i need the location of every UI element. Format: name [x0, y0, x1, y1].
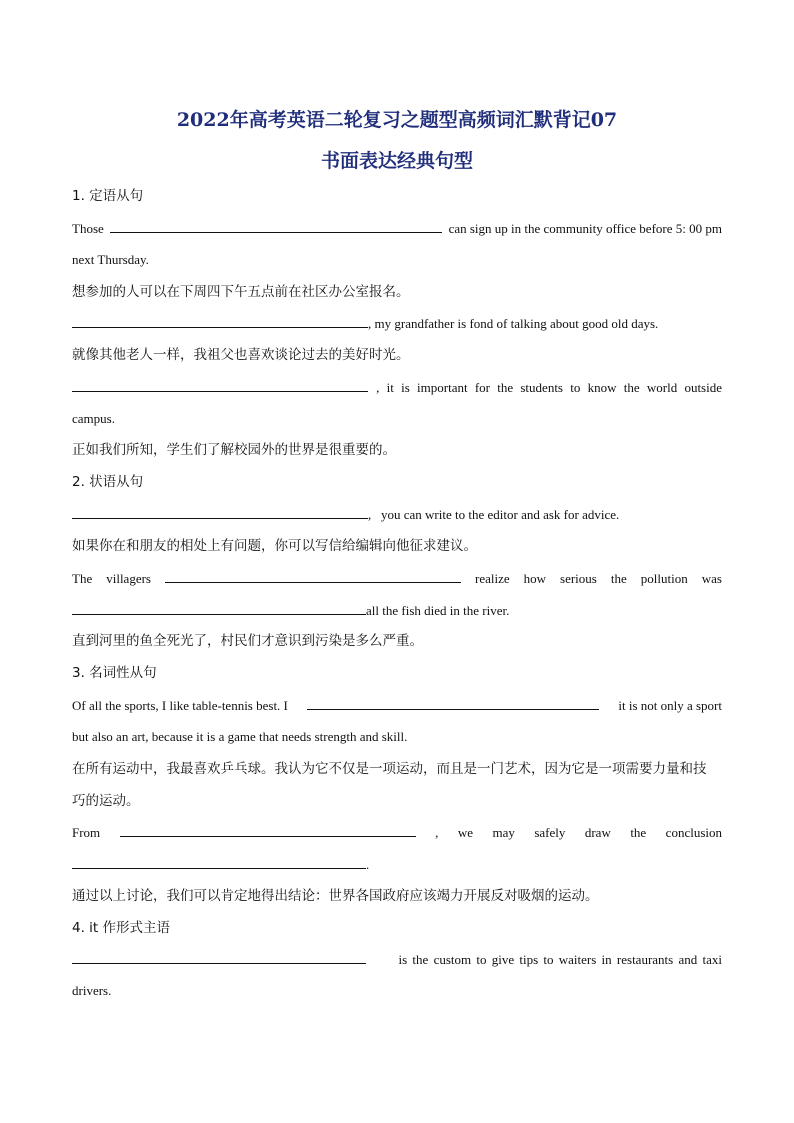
q5-word: pollution [640, 571, 688, 586]
q6-pre: Of all the sports, I like table-tennis best. I [72, 698, 288, 713]
q5-word: the [610, 571, 627, 586]
question-7-line-2 [72, 854, 722, 874]
question-2-line [72, 313, 722, 333]
q5-translation: 直到河里的鱼全死光了，村民们才意识到污染是多么严重。 [72, 633, 423, 649]
page-title: 2022年高考英语二轮复习之题型高频词汇默背记07 [176, 109, 618, 131]
page-subtitle: 书面表达经典句型 [320, 150, 473, 172]
q7-pre: From [72, 825, 101, 840]
q7-word: , [435, 825, 439, 840]
q8-post: is the custom to give tips to waiters in restaurants and taxi [398, 952, 722, 967]
q2-blank[interactable] [72, 313, 368, 328]
q8-blank[interactable] [72, 949, 366, 964]
q1-pre: Those [72, 221, 104, 236]
q7-blank-1[interactable] [120, 822, 416, 837]
q3-post: , it is important for the students to know the world outside [376, 380, 722, 395]
q1-continuation: next Thursday. [72, 252, 149, 267]
section-heading-1: 1. 定语从句 [72, 188, 144, 204]
q6-translation-1: 在所有运动中，我最喜欢乒乓球。我认为它不仅是一项运动，而且是一门艺术，因为它是一项需要力量和技 [72, 761, 707, 777]
q8-continuation: drivers. [72, 983, 112, 998]
question-6-line [72, 695, 722, 715]
q6-post: it is not only a sport [618, 698, 722, 713]
q5-blank-2[interactable] [72, 600, 366, 615]
q7-word: the [630, 825, 647, 840]
section-heading-3: 3. 名词性从句 [72, 665, 157, 681]
q6-translation-2: 巧的运动。 [72, 793, 140, 809]
q7-end: . [366, 857, 370, 872]
question-4-line [72, 504, 722, 524]
q5-blank-1[interactable] [165, 568, 461, 583]
q7-blank-2[interactable] [72, 854, 366, 869]
question-5-line-2 [72, 600, 722, 620]
q5-word: The [72, 571, 93, 586]
q3-blank[interactable] [72, 377, 368, 392]
q3-translation: 正如我们所知，学生们了解校园外的世界是很重要的。 [72, 442, 396, 458]
q7-word: draw [584, 825, 611, 840]
q5-word: realize [474, 571, 510, 586]
question-5-line [72, 568, 722, 588]
q7-translation: 通过以上讨论，我们可以肯定地得出结论：世界各国政府应该竭力开展反对吸烟的运动。 [72, 888, 599, 904]
q5-word: villagers [106, 571, 151, 586]
q4-post: , you can write to the editor and ask for advice. [368, 507, 620, 522]
q7-word: may [492, 825, 515, 840]
q4-translation: 如果你在和朋友的相处上有问题，你可以写信给编辑向他征求建议。 [72, 538, 477, 554]
q6-continuation: but also an art, because it is a game that needs strength and skill. [72, 729, 408, 744]
q1-translation: 想参加的人可以在下周四下午五点前在社区办公室报名。 [72, 284, 410, 300]
question-3-line [72, 377, 722, 397]
q3-continuation: campus. [72, 411, 115, 426]
q5-word: how [523, 571, 547, 586]
q2-translation: 就像其他老人一样，我祖父也喜欢谈论过去的美好时光。 [72, 347, 410, 363]
question-7-line [72, 822, 722, 842]
q5-word: serious [560, 571, 597, 586]
q6-blank[interactable] [307, 695, 599, 710]
q1-post: can sign up in the community office before 5: 00 pm [448, 221, 722, 236]
q1-blank[interactable] [110, 218, 442, 233]
q5-continuation: all the fish died in the river. [366, 603, 510, 618]
section-heading-2: 2. 状语从句 [72, 474, 144, 490]
section-heading-4: 4. it 作形式主语 [72, 920, 171, 936]
q7-word: conclusion [665, 825, 722, 840]
q2-post: , my grandfather is fond of talking about good old days. [368, 316, 659, 331]
question-8-line [72, 949, 722, 969]
q4-blank[interactable] [72, 504, 368, 519]
q7-word: we [457, 825, 473, 840]
q5-word: was [701, 571, 722, 586]
q7-word: safely [534, 825, 566, 840]
question-1-line [72, 218, 722, 238]
